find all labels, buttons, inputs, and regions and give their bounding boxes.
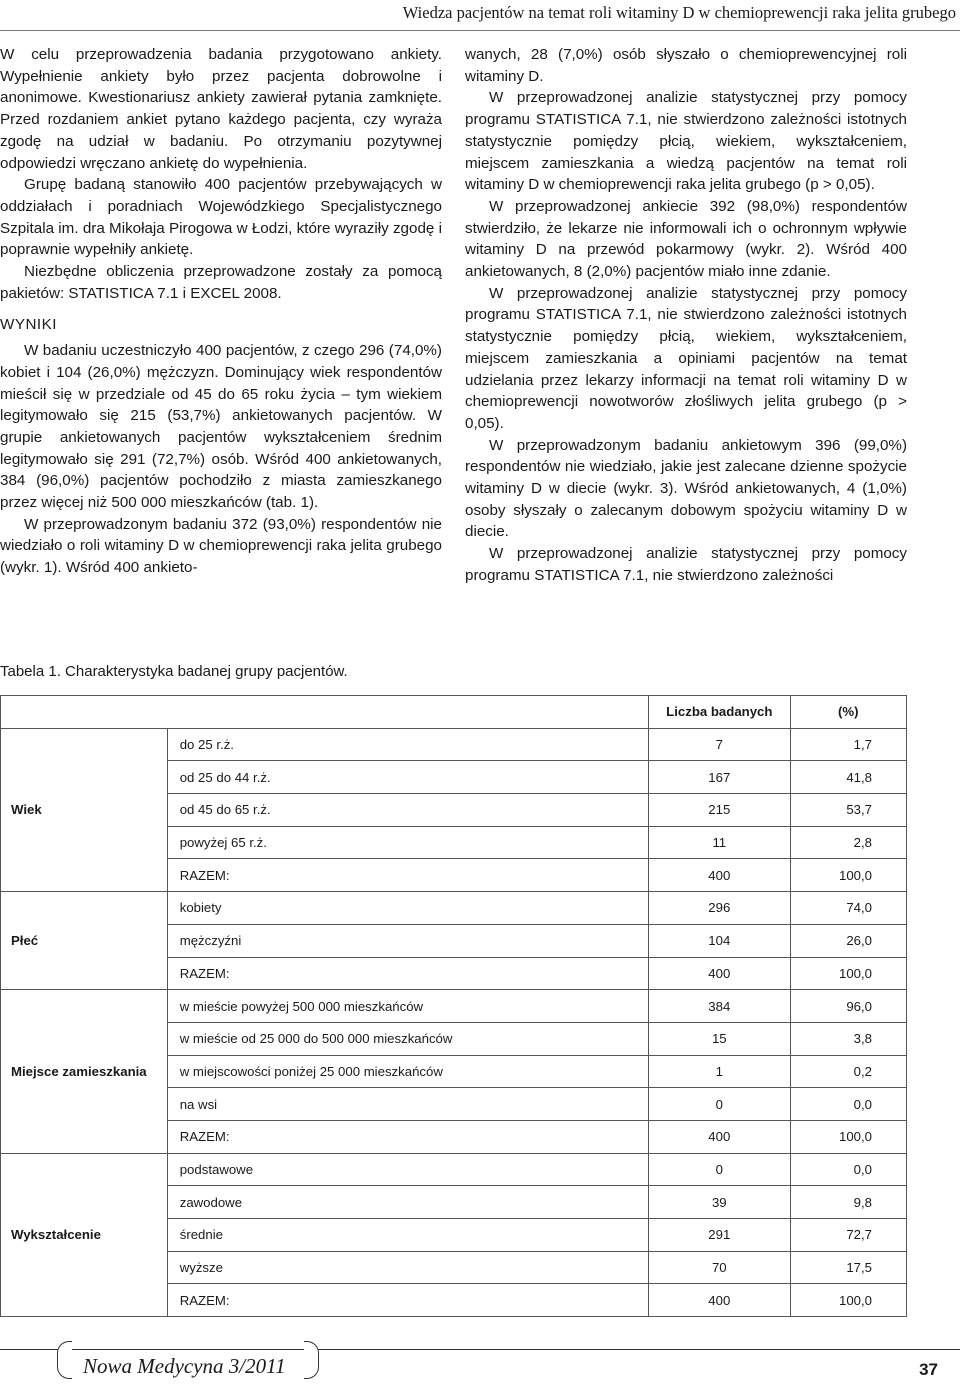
paragraph: W przeprowadzonej analizie statystycznej przy pomocy programu STATISTICA 7.1, nie stwierdzono zależności istotnych statystycznie pomiędzy płcią, wiekiem, wykształceniem, miejscem zamieszkania a wiedzą pacjentów na temat roli witaminy D w chemioprewencji raka jelita grubego (p > 0,05). [465,89,907,194]
row-count: 296 [649,892,791,925]
row-count: 384 [649,990,791,1023]
row-label: RAZEM: [167,1284,648,1317]
running-header [0,0,960,31]
group-label: Wiek [1,728,168,891]
row-label: od 25 do 44 r.ż. [167,761,648,794]
row-label: od 45 do 65 r.ż. [167,794,648,827]
group-label: Miejsce zamieszkania [1,990,168,1153]
group-label: Wykształcenie [1,1153,168,1316]
row-count: 0 [649,1088,791,1121]
table-body [1,728,907,1316]
paragraph: Grupę badaną stanowiło 400 pacjentów przebywających w oddziałach i poradniach Wojewódzkiego Specjalistycznego Szpitala im. dra Mikołaja Pirogowa w Łodzi, które wyraziły zgodę i poprawnie wypełniły ankietę. [0,176,442,259]
paragraph: W przeprowadzonej analizie statystycznej przy pomocy programu STATISTICA 7.1, nie stwierdzono zależności istotnych statystycznie pomiędzy płcią, wiekiem, wykształceniem, miejscem zamieszkania a opiniami pacjentów na temat udzielania przez lekarzy informacji na temat roli witaminy D w chemioprewencji nowotworów złośliwych jelita grubego (p > 0,05). [465,284,907,432]
characteristics-table [0,695,907,1317]
row-percent: 9,8 [790,1186,906,1219]
footer-bracket-left [57,1341,72,1379]
row-count: 291 [649,1219,791,1252]
footer-rule [0,1349,960,1350]
row-label: do 25 r.ż. [167,728,648,761]
row-count: 167 [649,761,791,794]
row-label: zawodowe [167,1186,648,1219]
row-percent: 0,0 [790,1088,906,1121]
row-label: RAZEM: [167,859,648,892]
row-count: 400 [649,957,791,990]
table-row [1,990,907,1023]
paragraph: W przeprowadzonym badaniu 372 (93,0%) respondentów nie wiedziało o roli witaminy D w chemioprewencji raka jelita grubego (wykr. 1). Wśród 400 ankieto- [0,515,442,577]
running-header-title: Wiedza pacjentów na temat roli witaminy D w chemioprewencji raka jelita grubego [402,3,956,22]
table-header-row [1,696,907,729]
group-label: Płeć [1,892,168,990]
row-count: 215 [649,794,791,827]
row-percent: 72,7 [790,1219,906,1252]
table-caption: Tabela 1. Charakterystyka badanej grupy pacjentów. [0,663,348,680]
row-label: RAZEM: [167,1120,648,1153]
row-count: 104 [649,924,791,957]
row-label: w mieście powyżej 500 000 mieszkańców [167,990,648,1023]
row-label: kobiety [167,892,648,925]
row-label: na wsi [167,1088,648,1121]
row-count: 11 [649,826,791,859]
row-percent: 100,0 [790,859,906,892]
paragraph: wanych, 28 (7,0%) osób słyszało o chemioprewencyjnej roli witaminy D. [465,46,907,85]
table-row [1,892,907,925]
row-percent: 17,5 [790,1251,906,1284]
row-percent: 100,0 [790,1284,906,1317]
row-count: 7 [649,728,791,761]
right-column [465,44,907,587]
row-percent: 74,0 [790,892,906,925]
row-percent: 3,8 [790,1022,906,1055]
row-count: 400 [649,1284,791,1317]
col-header-count: Liczba badanych [649,696,791,729]
row-label: wyższe [167,1251,648,1284]
row-count: 400 [649,859,791,892]
paragraph: W celu przeprowadzenia badania przygotowano ankiety. Wypełnienie ankiety było przez pacjenta dobrowolne i anonimowe. Kwestionariusz ankiety zawierał pytania zamknięte. Przed rozdaniem ankiet pytano każdego pacjenta, czy wyraża zgodę na udział w badaniu. Po otrzymaniu pozytywnej odpowiedzi wręczano ankietę do wypełnienia. [0,46,442,172]
left-column [0,44,442,579]
row-label: powyżej 65 r.ż. [167,826,648,859]
table-row [1,1153,907,1186]
row-percent: 100,0 [790,1120,906,1153]
paragraph: W przeprowadzonym badaniu ankietowym 396 (99,0%) respondentów nie wiedziało, jakie jest zalecane dzienne spożycie witaminy D w diecie (wykr. 3). Wśród ankietowanych, 4 (1,0%) osoby słyszały o zalecanym dobowym spożyciu witaminy D w diecie. [465,436,907,541]
row-percent: 0,0 [790,1153,906,1186]
paragraph: W przeprowadzonej ankiecie 392 (98,0%) respondentów stwierdziło, że lekarze nie informowali ich o ochronnym wpływie witaminy D na przewód pokarmowy (wykr. 2). Wśród 400 ankietowanych, 8 (2,0%) pacjentów miało inne zdanie. [465,197,907,281]
row-label: w mieście od 25 000 do 500 000 mieszkańców [167,1022,648,1055]
row-label: RAZEM: [167,957,648,990]
section-heading: WYNIKI [0,316,58,334]
row-percent: 0,2 [790,1055,906,1088]
paragraph: Niezbędne obliczenia przeprowadzone zostały za pomocą pakietów: STATISTICA 7.1 i EXCEL 2008. [0,263,442,302]
row-percent: 26,0 [790,924,906,957]
row-count: 15 [649,1022,791,1055]
row-count: 400 [649,1120,791,1153]
paragraph: W przeprowadzonej analizie statystycznej przy pomocy programu STATISTICA 7.1, nie stwierdzono zależności [465,545,907,584]
table-header-blank [1,696,649,729]
footer-journal: Nowa Medycyna 3/2011 [77,1354,292,1379]
paragraph: W badaniu uczestniczyło 400 pacjentów, z czego 296 (74,0%) kobiet i 104 (26,0%) mężczyzn. Dominujący wiek respondentów mieścił się w przedziale od 45 do 65 roku życia – tym wiekiem legitymowało się 215 (53,7%) ankietowanych pacjentów. W grupie ankietowanych pacjentów wykształceniem średnim legitymowało się 291 (72,7%) osób. Wśród 400 ankietowanych, 384 (96,0%) pacjentów pochodziło z miasta zamieszkanego przez więcej niż 500 000 mieszkańców (tab. 1). [0,342,442,512]
row-percent: 1,7 [790,728,906,761]
row-percent: 41,8 [790,761,906,794]
row-label: w miejscowości poniżej 25 000 mieszkańców [167,1055,648,1088]
row-percent: 96,0 [790,990,906,1023]
row-percent: 2,8 [790,826,906,859]
row-percent: 53,7 [790,794,906,827]
row-count: 39 [649,1186,791,1219]
row-count: 70 [649,1251,791,1284]
row-label: mężczyźni [167,924,648,957]
row-label: średnie [167,1219,648,1252]
footer-bracket-right [304,1341,319,1379]
table-row [1,728,907,761]
row-percent: 100,0 [790,957,906,990]
row-count: 1 [649,1055,791,1088]
row-count: 0 [649,1153,791,1186]
col-header-pct: (%) [790,696,906,729]
page-number: 37 [919,1360,938,1379]
row-label: podstawowe [167,1153,648,1186]
